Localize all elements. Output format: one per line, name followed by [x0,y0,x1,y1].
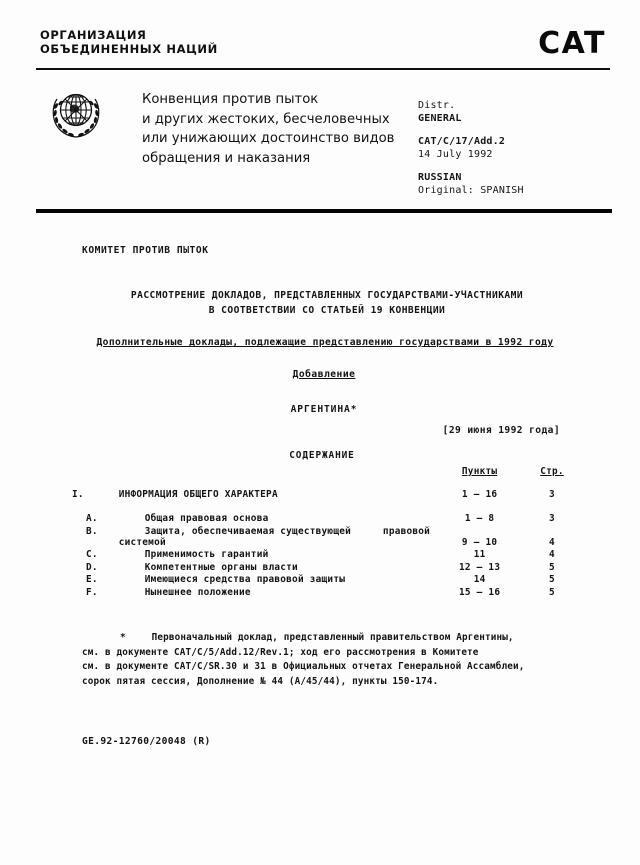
organization-line-2: ОБЪЕДИНЕННЫХ НАЦИЙ [40,42,218,56]
document-original-language: Original: SPANISH [418,184,524,196]
table-row [60,562,580,575]
footnote-line-4: сорок пятая сессия, Дополнение № 44 (A/45/44), пункты 150-174. [82,675,439,687]
row-page: 3 [549,513,555,524]
row-number: A. [86,513,98,524]
row-paragraphs: 14 [473,574,486,585]
row-number: I. [72,489,84,500]
convention-title-line-3: или унижающих достоинство видов [142,131,395,146]
contents-heading: СОДЕРЖАНИЕ [289,450,355,461]
row-number: E. [86,574,98,585]
column-header-page: Стр. [540,466,564,477]
row-page: 4 [549,549,555,560]
footnote-line-2: см. в документе CAT/C/5/Add.12/Rev.1; ход его рассмотрения в Комитете [82,646,479,658]
committee-name: КОМИТЕТ ПРОТИВ ПЫТОК [82,245,209,256]
convention-title [142,90,412,168]
row-label: Применимость гарантий [144,549,269,560]
row-number: F. [86,586,98,598]
table-row [60,489,580,513]
document-symbol-cat: CAT [538,26,606,61]
row-page: 5 [549,574,555,585]
row-label: ИНФОРМАЦИЯ ОБЩЕГО ХАРАКТЕРА [118,489,278,500]
document-date: 14 July 1992 [418,148,493,160]
row-paragraphs: 15 – 16 [458,586,501,598]
convention-title-line-2: и других жестоких, бесчеловечных [142,111,390,127]
table-row [60,549,580,562]
united-nations-emblem-icon [47,86,105,142]
row-paragraphs: 1 – 16 [461,489,498,500]
row-label: Общая правовая основа [144,513,269,524]
footnote-line-1 [82,631,572,646]
row-paragraphs: 11 [473,549,486,560]
row-page: 5 [549,561,555,573]
row-number: B. [86,525,98,537]
report-title-line-1: РАССМОТРЕНИЕ ДОКЛАДОВ, ПРЕДСТАВЛЕННЫХ ГОСУДАРСТВАМИ-УЧАСТНИКАМИ [130,290,524,301]
convention-title-line-4: обращения и наказания [142,150,311,166]
footnote-text-1: Первоначальный доклад, представленный правительством Аргентины, [151,632,514,643]
table-of-contents [60,466,580,599]
column-header-paragraphs: Пункты [461,466,498,477]
organization-line-1: ОРГАНИЗАЦИЯ [40,28,147,42]
table-row [60,513,580,526]
footnote [82,631,572,689]
contents-column-headers [60,466,580,489]
organization-masthead [40,28,218,56]
row-label: Имеющиеся средства правовой защиты [144,574,346,585]
date-received: [29 июня 1992 года] [442,425,560,436]
report-title-line-2: В СООТВЕТСТВИИ СО СТАТЬЕЙ 19 КОНВЕНЦИИ [208,305,446,316]
footnote-line-3: см. в документе CAT/C/SR.30 и 31 в Официальных отчетах Генеральной Ассамблеи, [82,661,525,673]
table-row [60,587,580,600]
table-row [60,574,580,587]
convention-title-line-1: Конвенция против пыток [142,92,319,107]
footnote-marker: * [120,632,126,643]
row-paragraphs: 1 – 8 [464,513,495,524]
header-divider-rule [36,68,610,70]
addendum-text: Добавление [292,369,356,380]
addendum-label [0,369,640,380]
report-subtitle-text: Дополнительные доклады, подлежащие представлению государствами в 1992 году [96,337,554,348]
document-symbol: CAT/C/17/Add.2 [418,136,506,147]
row-label-continued: правовой системой [118,525,431,548]
distribution-block [418,100,524,197]
document-code: GE.92-12760/20048 (R) [82,736,211,747]
report-subtitle [0,337,640,348]
row-page: 3 [549,489,555,500]
table-row [60,526,580,550]
masthead-bottom-rule [36,209,612,213]
document-language: RUSSIAN [418,172,462,183]
row-page: 5 [549,586,555,598]
row-label: Защита, обеспечиваемая существующей [144,525,352,537]
row-page: 4 [549,536,555,548]
row-number: D. [86,561,98,573]
row-paragraphs: 12 – 13 [458,561,501,573]
row-label: Нынешнее положение [144,586,251,598]
row-label: Компетентные органы власти [144,561,298,573]
distribution-label: Distr. [418,100,456,111]
row-number: C. [86,549,98,560]
country-name: АРГЕНТИНА* [290,404,358,415]
row-paragraphs: 9 – 10 [461,536,498,548]
distribution-value: GENERAL [418,112,462,124]
report-title [0,288,640,318]
